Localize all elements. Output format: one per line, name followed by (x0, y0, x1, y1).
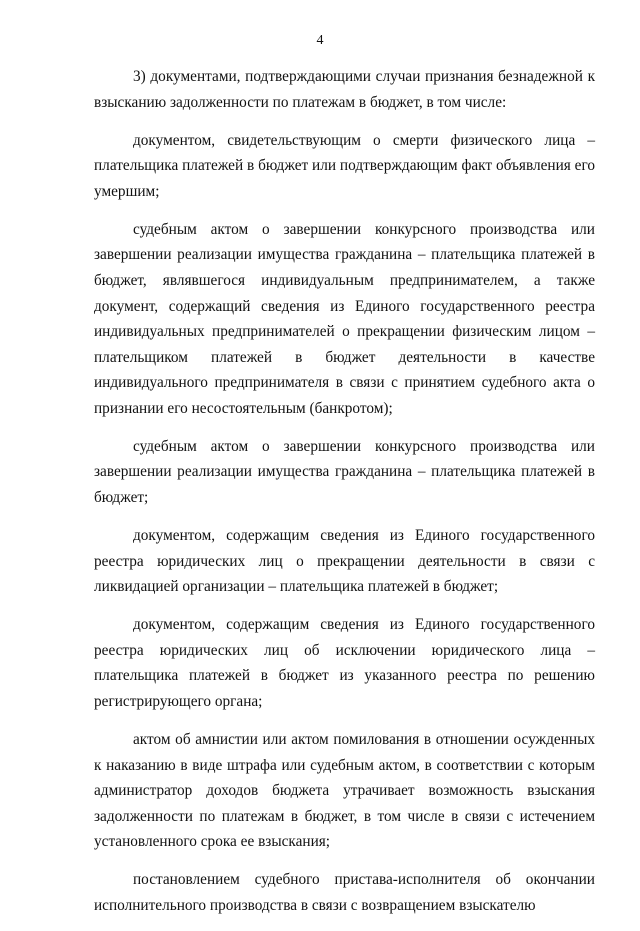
paragraph-documents-list-intro: 3) документами, подтверждающими случаи признания безнадежной к взысканию задолженности по платежам в бюджет, в том числе: (94, 68, 595, 111)
paragraph-death-certificate: документом, свидетельствующим о смерти физического лица – плательщика платежей в бюджет или подтверждающим факт объявления его умершим; (94, 131, 595, 200)
paragraph-amnesty: актом об амнистии или актом помилования в отношении осужденных к наказанию в виде штрафа или судебным актом, в соответствии с которым администратор доходов бюджета утрачивает возможность взыскания задолженности по платежам в бюджет, в том числе в связи с истечением установленного срока ее взыскания; (94, 731, 595, 851)
paragraph-bankruptcy-entrepreneur: судебным актом о завершении конкурсного производства или завершении реализации имущества гражданина – плательщика платежей в бюджет, являвшегося индивидуальным предпринимателем, а также документ, содержащий сведения из Единого государственного реестра индивидуальных предпринимателей о прекращении физическим лицом – плательщиком платежей в бюджет деятельности в качестве индивидуального предпринимателя в связи с принятием судебного акта о признании его несостоятельным (банкротом); (94, 220, 595, 417)
paragraph-liquidation: документом, содержащим сведения из Единого государственного реестра юридических лиц о прекращении деятельности в связи с ликвидацией организации – плательщика платежей в бюджет; (94, 527, 595, 596)
paragraph-bailiff-resolution: постановлением судебного пристава-исполнителя об окончании исполнительного производства в связи с возвращением взыскателю (94, 871, 595, 914)
paragraph-registry-exclusion: документом, содержащим сведения из Единого государственного реестра юридических лиц об исключении юридического лица – плательщика платежей в бюджет из указанного реестра по решению регистрирующего органа; (94, 616, 595, 711)
document-body (94, 64, 595, 931)
paragraph-bankruptcy-citizen: судебным актом о завершении конкурсного производства или завершении реализации имущества гражданина – плательщика платежей в бюджет; (94, 437, 595, 507)
page-number: 4 (316, 33, 324, 48)
